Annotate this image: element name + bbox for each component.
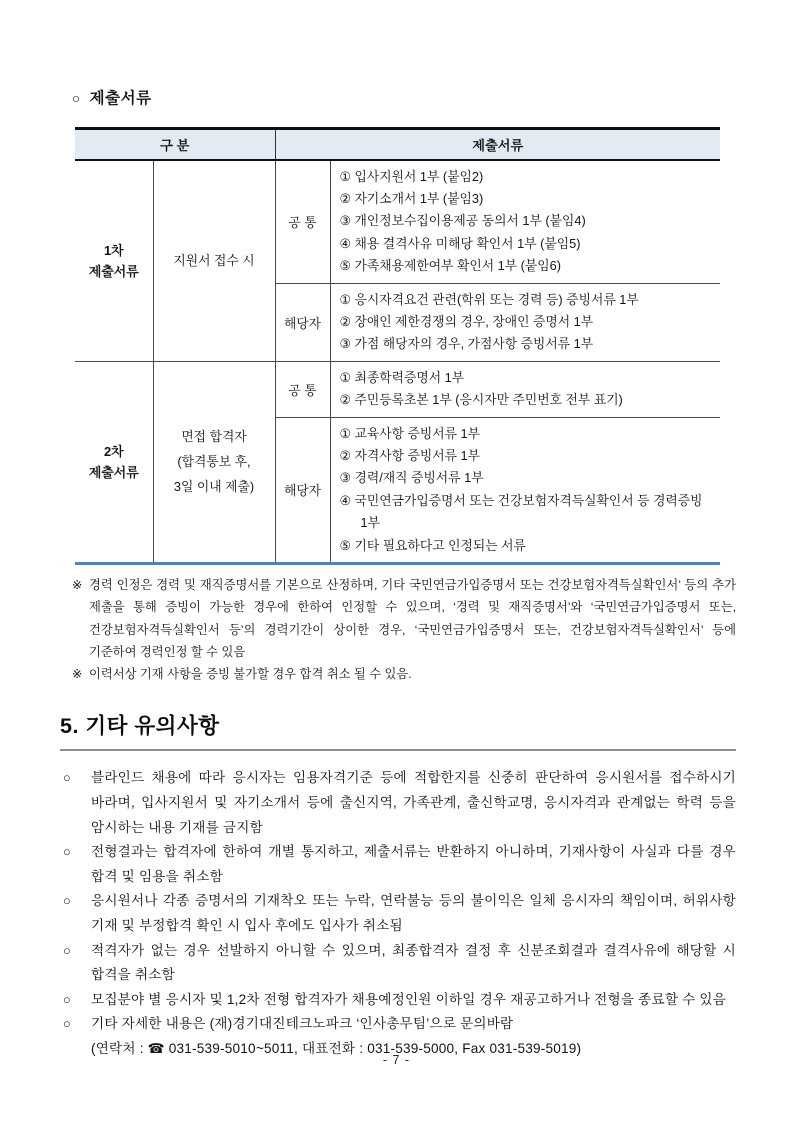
stage-line: 1차: [103, 242, 124, 258]
items-cell: [330, 361, 720, 417]
items-cell: [330, 160, 720, 284]
reference-mark-icon: ※: [72, 578, 83, 592]
table-footnotes: [72, 574, 736, 685]
submission-table: [75, 127, 720, 565]
table-row: [75, 160, 720, 284]
circle-marker-icon: ○: [63, 844, 71, 860]
table-row: [75, 361, 720, 417]
footnote-text: 이력서상 기재 사항을 증빙 불가할 경우 합격 취소 될 수 있음.: [89, 667, 412, 682]
stage-cell-second: [75, 361, 153, 563]
list-item-text: 응시원서나 각종 증명서의 기재착오 또는 누락, 연락불능 등의 불이익은 일체 응시자의 책임이며, 허위사항 기재 및 부정합격 확인 시 입사 후에도 입사가 취소됨: [91, 893, 736, 934]
footnote-text: 경력 인정은 경력 및 재직증명서를 기본으로 산정하며, 기타 국민연금가입증명서 또는 건강보험자격득실확인서’ 등의 추가 제출을 통해 증빙이 가능한 경우에 한하여 인정할 수 있으며, ‘경력 및 재직증명서’와 ‘국민연금가입증명서 또는, 건강보험자격득실확인서 등’의 경력기간이 상이한 경우, ‘국민연금가입증명서 또는, 건강보험자격득실확인서’ 등에 기준하여 경력인정 할 수 있음: [89, 578, 736, 659]
type-cell-applicable: 해당자: [275, 283, 330, 361]
page-number: - 7 -: [382, 1053, 411, 1067]
when-cell-first: [153, 160, 275, 362]
when-cell-second: [153, 361, 275, 563]
item-line: ⑤ 가족채용제한여부 확인서 1부 (붙임6): [339, 258, 562, 274]
when-line: 지원서 접수 시: [173, 253, 255, 269]
item-line: ② 자격사항 증빙서류 1부: [339, 447, 481, 463]
submission-section-title: [72, 86, 736, 108]
list-item: [62, 889, 736, 938]
circle-marker-icon: ○: [63, 942, 71, 958]
list-item-text: 적격자가 없는 경우 선발하지 아니할 수 있으며, 최종합격자 결정 후 신분조회결과 결격사유에 해당할 시 합격을 취소함: [91, 942, 736, 983]
when-line: (합격통보 후,: [177, 454, 251, 470]
other-notes-list: [62, 766, 736, 1061]
item-line: ⑤ 기타 필요하다고 인정되는 서류: [339, 537, 526, 553]
type-cell-common: 공 통: [275, 361, 330, 417]
footnote: [72, 574, 736, 663]
item-line: ③ 가점 해당자의 경우, 가점사항 증빙서류 1부: [339, 336, 594, 352]
item-line: ④ 국민연금가입증명서 또는 건강보험자격득실확인서 등 경력증빙 1부: [339, 492, 703, 531]
list-item: [62, 939, 736, 988]
circle-marker-icon: ○: [63, 893, 71, 909]
circle-marker-icon: ○: [72, 91, 81, 106]
stage-cell-first: [75, 160, 153, 362]
stage-line: 제출서류: [88, 263, 139, 279]
list-item-text: 블라인드 채용에 따라 응시자는 임용자격기준 등에 적합한지를 신중히 판단하여 응시원서를 접수하시기 바라며, 입사지원서 및 자기소개서 등에 출신지역, 가족관계, 출신학교명, 응시자격과 관계없는 학력 등을 암시하는 내용 기재를 금지함: [91, 770, 736, 835]
list-item-text: 모집분야 별 응시자 및 1,2차 전형 합격자가 채용예정인원 이하일 경우 재공고하거나 전형을 종료할 수 있음: [91, 991, 727, 1007]
submission-title-text: 제출서류: [89, 90, 152, 107]
item-line: ② 장애인 제한경쟁의 경우, 장애인 증명서 1부: [339, 313, 594, 329]
item-line: ① 응시자격요건 관련(학위 또는 경력 등) 증빙서류 1부: [339, 291, 639, 307]
when-line: 3일 이내 제출): [173, 479, 255, 495]
item-line: ④ 채용 결격사유 미해당 확인서 1부 (붙임5): [339, 235, 581, 251]
item-line: ① 입사지원서 1부 (붙임2): [339, 168, 484, 184]
list-item-text: 전형결과는 합격자에 한하여 개별 통지하고, 제출서류는 반환하지 아니하며, 기재사항이 사실과 다를 경우 합격 및 임용을 취소함: [91, 844, 736, 884]
reference-mark-icon: ※: [72, 667, 83, 682]
list-item: [62, 988, 736, 1013]
item-line: ① 최종학력증명서 1부: [339, 369, 465, 385]
item-line: ② 자기소개서 1부 (붙임3): [339, 190, 484, 206]
type-cell-applicable: 해당자: [275, 417, 330, 563]
items-cell: [330, 417, 720, 563]
item-line: ③ 경력/재직 증빙서류 1부: [339, 470, 484, 486]
circle-marker-icon: ○: [63, 1016, 71, 1032]
stage-line: 제출서류: [88, 464, 139, 480]
circle-marker-icon: ○: [63, 991, 71, 1007]
item-line: ① 교육사항 증빙서류 1부: [339, 425, 481, 441]
item-line: ② 주민등록초본 1부 (응시자만 주민번호 전부 표기): [339, 392, 623, 408]
item-line: ③ 개인정보수집이용제공 동의서 1부 (붙임4): [339, 213, 586, 229]
footnote: [72, 663, 736, 685]
type-cell-common: 공 통: [275, 160, 330, 284]
table-header-row: [75, 129, 720, 160]
list-item: [62, 766, 736, 840]
other-notes-heading: 5. 기타 유의사항: [60, 709, 736, 751]
circle-marker-icon: ○: [63, 770, 71, 786]
list-item: [62, 840, 736, 889]
list-item-text: 기타 자세한 내용은 (재)경기대진테크노파크 ‘인사총무팀’으로 문의바람: [91, 1016, 514, 1032]
items-cell: [330, 283, 720, 361]
stage-line: 2차: [103, 443, 124, 459]
table-header-category: 구 분: [75, 129, 275, 160]
contact-line: (연락처 : ☎ 031-539-5010~5011, 대표전화 : 031-539-5000, Fax 031-539-5019): [91, 1041, 582, 1057]
when-line: 면접 합격자: [181, 429, 247, 445]
table-header-documents: 제출서류: [275, 129, 720, 160]
